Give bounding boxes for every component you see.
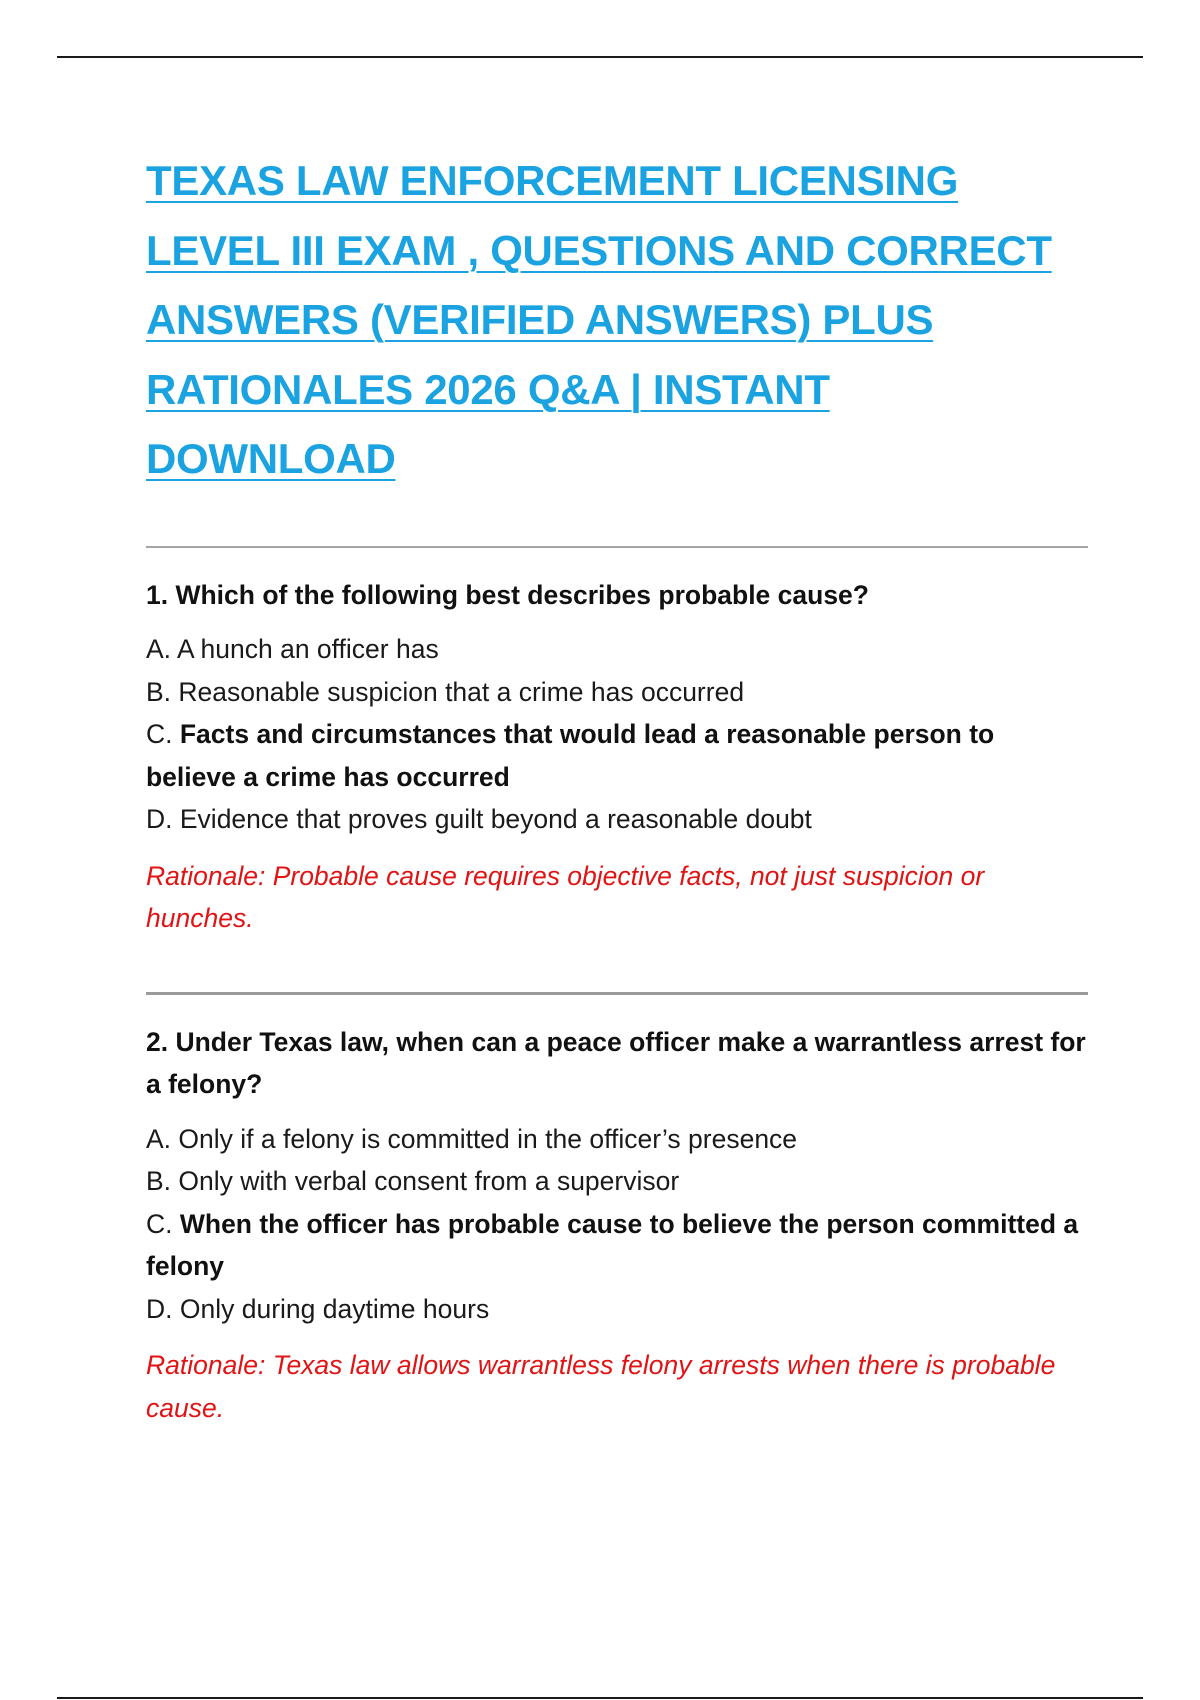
question-text: 2. Under Texas law, when can a peace officer make a warrantless arrest for a felony? <box>146 1026 1086 1099</box>
document-title[interactable]: TEXAS LAW ENFORCEMENT LICENSING LEVEL III EXAM , QUESTIONS AND CORRECT ANSWERS (VERIFIED ANSWERS) PLUS RATIONALES 2026 Q&A | INSTANT DOWNLOAD <box>146 157 1052 482</box>
option-label: A. <box>146 634 172 664</box>
option-text: Only if a felony is committed in the officer’s presence <box>178 1123 798 1154</box>
option-d <box>146 798 1088 841</box>
page-footer-rule <box>57 1697 1143 1699</box>
option-text: A hunch an officer has <box>176 634 439 664</box>
correct-answer-text: Facts and circumstances that would lead a reasonable person to believe a crime has occurred <box>146 719 995 792</box>
rationale-text: Rationale: Probable cause requires objective facts, not just suspicion or hunches. <box>146 860 985 933</box>
option-b <box>146 671 1088 714</box>
option-text: Only with verbal consent from a supervisor <box>178 1166 680 1196</box>
option-label: B. <box>146 1166 172 1196</box>
option-label: D. <box>146 804 173 834</box>
option-d <box>146 1288 1088 1331</box>
option-label: D. <box>146 1293 173 1324</box>
question-2 <box>146 1021 1088 1430</box>
option-text: Only during daytime hours <box>179 1293 490 1324</box>
option-a <box>146 628 1088 671</box>
answer-options <box>146 1118 1088 1331</box>
question-1 <box>146 574 1088 940</box>
option-text: Evidence that proves guilt beyond a reasonable doubt <box>179 804 812 834</box>
page-header-rule <box>57 56 1143 58</box>
section-divider <box>146 992 1088 995</box>
section-divider <box>146 546 1088 548</box>
document-body <box>146 146 1088 1429</box>
question-text: 1. Which of the following best describes probable cause? <box>146 579 869 610</box>
option-label: C. <box>146 719 173 749</box>
document-title-link[interactable] <box>146 146 1088 494</box>
option-label: A. <box>146 1123 172 1154</box>
option-c-correct-answer <box>146 713 1088 798</box>
correct-answer-text: When the officer has probable cause to believe the person committed a felony <box>146 1208 1079 1281</box>
option-a <box>146 1118 1088 1161</box>
option-c-correct-answer <box>146 1203 1088 1288</box>
option-text: Reasonable suspicion that a crime has occurred <box>178 676 745 707</box>
option-label: C. <box>146 1208 173 1239</box>
rationale-text: Rationale: Texas law allows warrantless felony arrests when there is probable cause. <box>146 1350 1056 1423</box>
option-label: B. <box>146 676 172 707</box>
option-b <box>146 1160 1088 1203</box>
answer-options <box>146 628 1088 841</box>
